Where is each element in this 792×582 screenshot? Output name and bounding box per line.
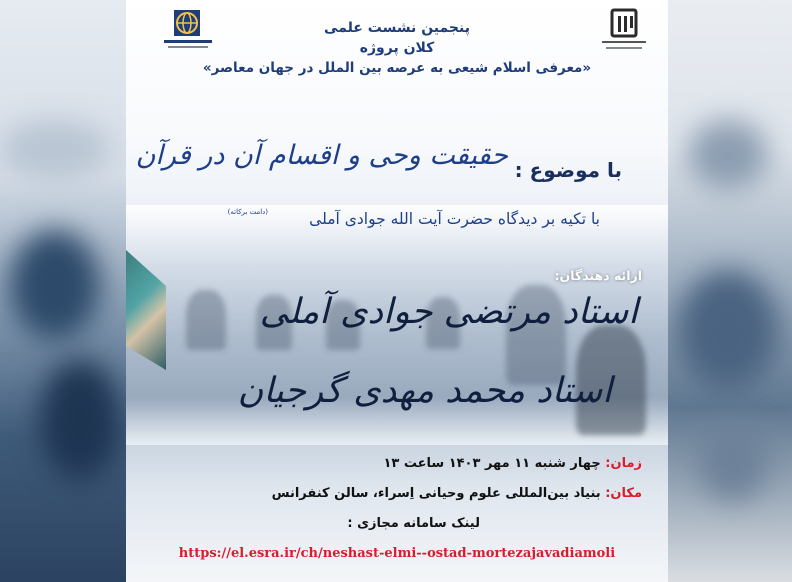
background-blur-right [668,0,792,582]
virtual-link-label: لینک سامانه مجازی : [347,516,480,531]
event-series-title: پنجمین نشست علمی [324,20,470,36]
topic-label: با موضوع : [514,158,622,182]
project-title: «معرفی اسلام شیعی به عرصه بین الملل در جهان معاصر» [202,60,592,76]
presenter-name: استاد مرتضی جوادی آملی [259,292,638,332]
background-blur-left [0,0,126,582]
event-time [383,456,642,471]
topic-title: حقیقت وحی و اقسام آن در قرآن [135,140,508,171]
event-poster [126,0,668,582]
project-label: کلان پروژه [359,40,435,56]
topic-focus: با تکیه بر دیدگاه حضرت آیت الله جوادی آملی [309,210,600,228]
place-label: مکان: [605,486,642,501]
place-value: بنیاد بین‌المللی علوم وحیانی اِسراء، سالن کنفرانس [271,486,601,501]
virtual-session-link[interactable]: https://el.esra.ir/ch/neshast-elmi--ostad-mortezajavadiamoli [178,546,616,561]
presenters-label: ارائه دهندگان: [554,268,642,283]
presenter-name: استاد محمد مهدی گرجیان [237,371,612,411]
event-place [272,486,642,501]
time-label: زمان: [605,456,642,471]
time-value: چهار شنبه ۱۱ مهر ۱۴۰۳ ساعت ۱۳ [383,456,601,471]
topic-focus-note: (دامت برکاته) [227,208,268,216]
